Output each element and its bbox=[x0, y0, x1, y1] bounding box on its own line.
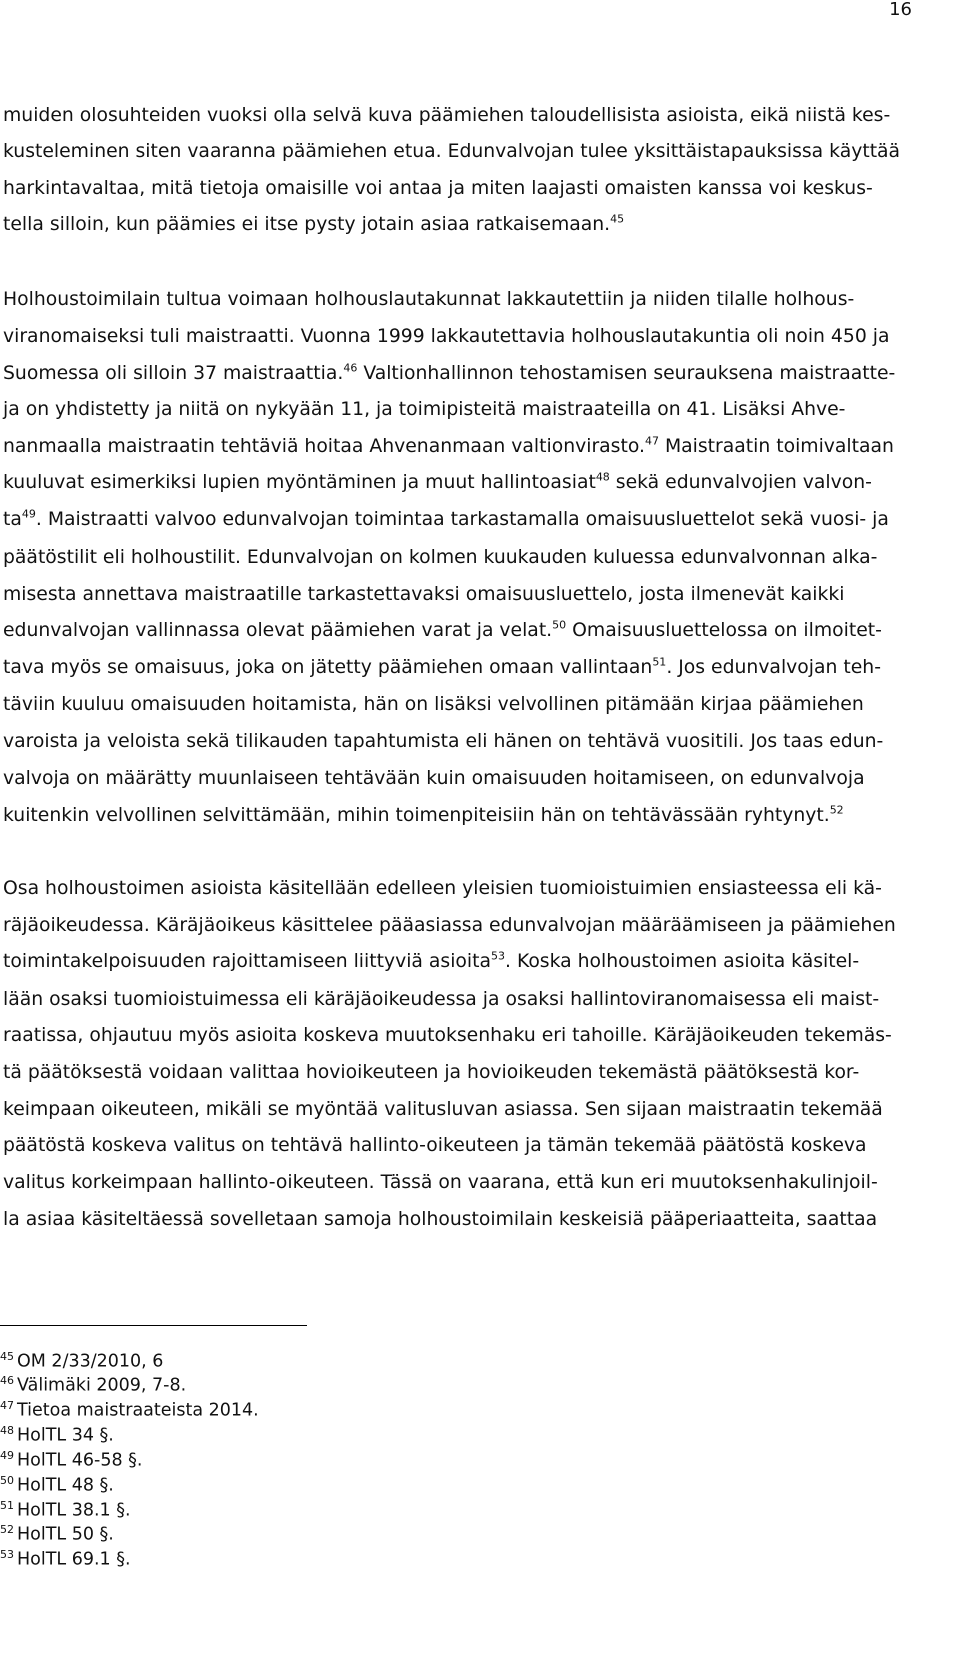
text-line bbox=[0, 283, 960, 317]
text-run: sekä edunvalvojien valvon- bbox=[609, 472, 872, 493]
text-line bbox=[0, 578, 960, 612]
text-run: päätöstilit eli holhoustilit. Edunvalvojan on kolmen kuukauden kuluessa edunvalvonnan alka- bbox=[3, 547, 878, 568]
text-line bbox=[0, 688, 960, 722]
footnote-text: Tietoa maistraateista 2014. bbox=[17, 1400, 259, 1421]
text-line bbox=[0, 1093, 960, 1127]
text-run: keimpaan oikeuteen, mikäli se myöntää valitusluvan asiassa. Sen sijaan maistraatin tekemää bbox=[3, 1099, 883, 1120]
footnote-reference: 46 bbox=[343, 361, 358, 375]
text-run: nanmaalla maistraatin tehtäviä hoitaa Ahvenanmaan valtionvirasto. bbox=[3, 436, 645, 457]
footnote-text: HolTL 46-58 §. bbox=[17, 1450, 143, 1471]
footnote-reference: 45 bbox=[610, 212, 625, 226]
footnote-text: OM 2/33/2010, 6 bbox=[17, 1351, 164, 1372]
text-line bbox=[0, 135, 960, 169]
footnote-text: HolTL 34 §. bbox=[17, 1425, 114, 1446]
text-line bbox=[0, 172, 960, 206]
footnote-number: 49 bbox=[0, 1449, 14, 1462]
text-run: valvoja on määrätty muunlaiseen tehtävään kuin omaisuuden hoitamiseen, on edunvalvoja bbox=[3, 768, 865, 789]
text-line bbox=[0, 357, 960, 391]
footnote bbox=[0, 1494, 131, 1521]
text-line bbox=[0, 541, 960, 575]
footnote-text: Välimäki 2009, 7-8. bbox=[17, 1375, 187, 1396]
text-run: . Maistraatti valvoo edunvalvojan toimintaa tarkastamalla omaisuusluettelot sekä vuosi- ja bbox=[35, 509, 889, 530]
text-line bbox=[0, 208, 960, 242]
text-run: muiden olosuhteiden vuoksi olla selvä kuva päämiehen taloudellisista asioista, eikä niistä kes- bbox=[3, 105, 891, 126]
text-run: edunvalvojan vallinnassa olevat päämiehen varat ja velat. bbox=[3, 620, 553, 641]
text-run: misesta annettava maistraatille tarkastettavaksi omaisuusluettelo, josta ilmenevät kaikki bbox=[3, 584, 845, 605]
text-run: ta bbox=[3, 509, 22, 530]
footnote-number: 48 bbox=[0, 1424, 14, 1437]
text-run: täviin kuuluu omaisuuden hoitamista, hän on lisäksi velvollinen pitämään kirjaa päämiehen bbox=[3, 694, 864, 715]
footnote-number: 53 bbox=[0, 1548, 14, 1561]
text-line bbox=[0, 945, 960, 979]
text-line bbox=[0, 99, 960, 133]
footnote-text: HolTL 38.1 §. bbox=[17, 1500, 131, 1521]
text-run: varoista ja veloista sekä tilikauden tapahtumista eli hänen on tehtävä vuositili. Jos taas edun- bbox=[3, 731, 884, 752]
text-line bbox=[0, 762, 960, 796]
footnote-text: HolTL 69.1 §. bbox=[17, 1549, 131, 1570]
footnote-reference: 48 bbox=[595, 470, 610, 484]
text-run: kuuluvat esimerkiksi lupien myöntäminen ja muut hallintoasiat bbox=[3, 472, 596, 493]
page-number: 16 bbox=[889, 0, 912, 20]
footnote-number: 52 bbox=[0, 1523, 14, 1536]
text-run: tä päätöksestä voidaan valittaa hovioikeuteen ja hovioikeuden tekemästä päätöksestä kor- bbox=[3, 1062, 860, 1083]
footnote-number: 46 bbox=[0, 1374, 14, 1387]
footnote-number: 47 bbox=[0, 1399, 14, 1412]
footnote-separator bbox=[0, 1325, 307, 1326]
text-run: Suomessa oli silloin 37 maistraattia. bbox=[3, 363, 344, 384]
footnote bbox=[0, 1444, 143, 1471]
text-run: räjäoikeudessa. Käräjäoikeus käsittelee pääasiassa edunvalvojan määräämiseen ja päämiehen bbox=[3, 915, 896, 936]
footnote-reference: 51 bbox=[652, 655, 667, 669]
footnote bbox=[0, 1345, 164, 1372]
text-run: . Jos edunvalvojan teh- bbox=[666, 657, 881, 678]
footnote-text: HolTL 48 §. bbox=[17, 1475, 114, 1496]
footnote bbox=[0, 1469, 114, 1496]
text-run: la asiaa käsiteltäessä sovelletaan samoja holhoustoimilain keskeisiä pääperiaatteita, saattaa bbox=[3, 1209, 878, 1230]
text-line bbox=[0, 466, 960, 500]
text-run: raatissa, ohjautuu myös asioita koskeva muutoksenhaku eri tahoille. Käräjäoikeuden tekemäs- bbox=[3, 1025, 892, 1046]
text-run: kusteleminen siten vaaranna päämiehen etua. Edunvalvojan tulee yksittäistapauksissa käyttää bbox=[3, 141, 901, 162]
text-line bbox=[0, 1203, 960, 1237]
footnote-number: 51 bbox=[0, 1499, 14, 1512]
text-line bbox=[0, 909, 960, 943]
footnote-number: 45 bbox=[0, 1350, 14, 1363]
footnote bbox=[0, 1543, 131, 1570]
footnote-reference: 49 bbox=[21, 507, 36, 521]
text-run: Holhoustoimilain tultua voimaan holhouslautakunnat lakkautettiin ja niiden tilalle holhous- bbox=[3, 289, 855, 310]
text-line bbox=[0, 503, 960, 537]
footnote bbox=[0, 1419, 114, 1446]
text-run: päätöstä koskeva valitus on tehtävä hallinto-oikeuteen ja tämän tekemää päätöstä koskeva bbox=[3, 1135, 867, 1156]
text-line bbox=[0, 393, 960, 427]
text-run: Omaisuusluettelossa on ilmoitet- bbox=[566, 620, 882, 641]
text-line bbox=[0, 651, 960, 685]
text-run: tella silloin, kun päämies ei itse pysty jotain asiaa ratkaisemaan. bbox=[3, 214, 611, 235]
footnote-number: 50 bbox=[0, 1474, 14, 1487]
text-run: lään osaksi tuomioistuimessa eli käräjäoikeudessa ja osaksi hallintoviranomaisessa eli maist- bbox=[3, 989, 880, 1010]
text-run: . Koska holhoustoimen asioita käsitel- bbox=[505, 951, 860, 972]
text-line bbox=[0, 430, 960, 464]
text-line bbox=[0, 1166, 960, 1200]
text-line bbox=[0, 725, 960, 759]
text-run: kuitenkin velvollinen selvittämään, mihin toimenpiteisiin hän on tehtävässään ryhtynyt. bbox=[3, 805, 830, 826]
footnote bbox=[0, 1369, 187, 1396]
footnote-reference: 47 bbox=[644, 434, 659, 448]
text-line bbox=[0, 320, 960, 354]
footnote bbox=[0, 1394, 259, 1421]
footnote-reference: 53 bbox=[491, 949, 505, 963]
text-run: harkintavaltaa, mitä tietoja omaisille voi antaa ja miten laajasti omaisten kanssa voi keskus- bbox=[3, 178, 873, 199]
text-line bbox=[0, 614, 960, 648]
footnote-reference: 52 bbox=[829, 803, 844, 817]
text-line bbox=[0, 872, 960, 906]
text-line bbox=[0, 799, 960, 833]
text-line bbox=[0, 1019, 960, 1053]
text-run: valitus korkeimpaan hallinto-oikeuteen. Tässä on vaarana, että kun eri muutoksenhakulinjoil- bbox=[3, 1172, 878, 1193]
text-run: ja on yhdistetty ja niitä on nykyään 11, ja toimipisteitä maistraateilla on 41. Lisäksi Ahve- bbox=[3, 399, 846, 420]
footnote-text: HolTL 50 §. bbox=[17, 1524, 114, 1545]
text-run: Valtionhallinnon tehostamisen seurauksena maistraatte- bbox=[357, 363, 896, 384]
text-run: toimintakelpoisuuden rajoittamiseen liittyviä asioita bbox=[3, 951, 491, 972]
text-run: Maistraatin toimivaltaan bbox=[658, 436, 894, 457]
footnote bbox=[0, 1518, 114, 1545]
text-line bbox=[0, 1056, 960, 1090]
footnote-reference: 50 bbox=[552, 618, 567, 632]
text-line bbox=[0, 1129, 960, 1163]
text-run: viranomaiseksi tuli maistraatti. Vuonna 1999 lakkautettavia holhouslautakuntia oli noin 450 ja bbox=[3, 326, 890, 347]
text-run: tava myös se omaisuus, joka on jätetty päämiehen omaan vallintaan bbox=[3, 657, 653, 678]
text-line bbox=[0, 983, 960, 1017]
text-run: Osa holhoustoimen asioista käsitellään edelleen yleisien tuomioistuimien ensiasteessa eli kä- bbox=[3, 878, 882, 899]
